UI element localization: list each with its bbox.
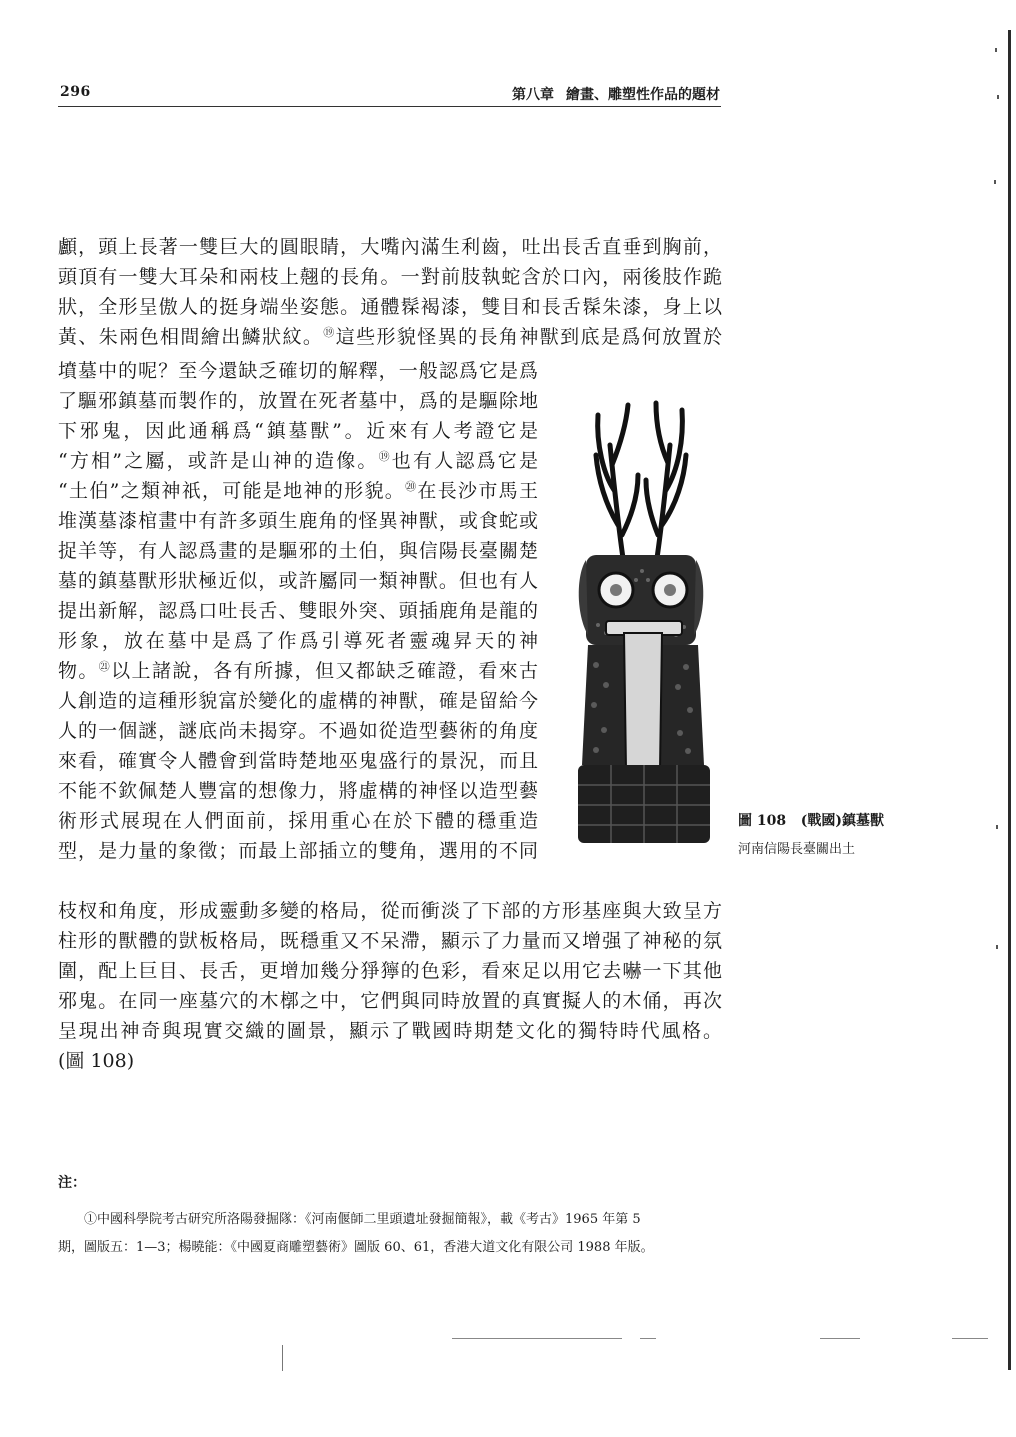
body-wrap-block (58, 356, 538, 866)
scan-speck (996, 945, 998, 949)
text-line: 顱，頭上長著一雙巨大的圓眼睛，大嘴內滿生利齒，吐出長舌直垂到胸前， (58, 236, 722, 258)
caption-label: 圖 108 (738, 813, 787, 829)
text-line: “土伯”之類神祇，可能是地神的形貌。⑳在長沙市馬王 (58, 480, 538, 502)
body-bottom-block (58, 896, 722, 1076)
note-ref: ⑳ (405, 480, 418, 493)
scan-dash (820, 1338, 860, 1339)
figure-reference: (圖 108) (58, 1050, 135, 1072)
text-line: 狀，全形呈傲人的挺身端坐姿態。通體髹褐漆，雙目和長舌髹朱漆，身上以 (58, 296, 722, 318)
scan-speck (995, 48, 997, 52)
text-line: 不能不欽佩楚人豐富的想像力，將虛構的神怪以造型藝 (58, 780, 538, 802)
scan-dash (952, 1338, 988, 1339)
text-line: 了驅邪鎮墓而製作的，放置在死者墓中，爲的是驅除地 (58, 390, 538, 412)
text-line: 人的一個謎，謎底尚未揭穿。不過如從造型藝術的角度 (58, 720, 538, 742)
text-line: 黃、朱兩色相間繪出鱗狀紋。⑲這些形貌怪異的長角神獸到底是爲何放置於 (58, 326, 722, 348)
text-line: 形象，放在墓中是爲了作爲引導死者靈魂昇天的神 (58, 630, 538, 652)
text-line: 提出新解，認爲口吐長舌、雙眼外突、頭插鹿角是龍的 (58, 600, 538, 622)
text-line: 下邪鬼，因此通稱爲“鎮墓獸”。近來有人考證它是 (58, 420, 538, 442)
text-line: 捉羊等，有人認爲畫的是驅邪的土伯，與信陽長臺關楚 (58, 540, 538, 562)
page-number: 296 (60, 84, 91, 100)
running-head (512, 84, 720, 104)
chapter-number: 第八章 (512, 87, 554, 103)
footnote-line: ①中國科學院考古研究所洛陽發掘隊：《河南偃師二里頭遺址發掘簡報》，載《考古》1965 年第 5 (84, 1212, 641, 1227)
text-line: 邪鬼。在同一座墓穴的木槨之中，它們與同時放置的真實擬人的木俑，再次 (58, 990, 722, 1012)
scan-mark (282, 1345, 283, 1371)
scan-speck (994, 180, 996, 184)
text-line: 型，是力量的象徵；而最上部插立的雙角，選用的不同 (58, 840, 538, 862)
figure-caption (738, 810, 884, 857)
scan-edge-line (1008, 30, 1011, 1370)
scan-dash (452, 1338, 622, 1339)
scan-dash (640, 1338, 656, 1339)
text-line: “方相”之屬，或許是山神的造像。⑲也有人認爲它是 (58, 450, 538, 472)
text-line: 柱形的獸體的獃板格局，既穩重又不呆滯，顯示了力量而又增强了神秘的氛 (58, 930, 722, 952)
text-line: 頭頂有一雙大耳朵和兩枝上翹的長角。一對前肢執蛇含於口內，兩後肢作跪 (58, 266, 722, 288)
scan-speck (996, 825, 998, 829)
tomb-guardian-figure (566, 385, 726, 845)
body-top-block (58, 232, 722, 352)
footnote-line: 期，圖版五：1—3；楊曉能：《中國夏商雕塑藝術》圖版 60、61，香港大道文化有限公司 1988 年版。 (58, 1240, 654, 1255)
note-ref: ⑲ (323, 326, 336, 339)
text-line: 墓的鎮墓獸形狀極近似，或許屬同一類神獸。但也有人 (58, 570, 538, 592)
note-ref: ㉑ (98, 660, 112, 673)
notes-title: 注： (58, 1175, 86, 1191)
note-ref: ⑲ (378, 450, 392, 463)
text-line: 圍，配上巨目、長舌，更增加幾分猙獰的色彩，看來足以用它去嚇一下其他 (58, 960, 722, 982)
text-line: 枝杈和角度，形成靈動多變的格局，從而衝淡了下部的方形基座與大致呈方 (58, 900, 722, 922)
text-line: 墳墓中的呢？至今還缺乏確切的解釋，一般認爲它是爲 (58, 360, 538, 382)
caption-title: (戰國)鎮墓獸 (800, 813, 884, 829)
text-line: 來看，確實令人體會到當時楚地巫鬼盛行的景況，而且 (58, 750, 538, 772)
tomb-guardian-illustration (566, 385, 726, 845)
text-line: 人創造的這種形貌富於變化的虛構的神獸，確是留給今 (58, 690, 538, 712)
footnotes (58, 1172, 718, 1262)
text-line: 術形式展現在人們面前，採用重心在於下體的穩重造 (58, 810, 538, 832)
text-line: 呈現出神奇與現實交織的圖景，顯示了戰國時期楚文化的獨特時代風格。 (58, 1020, 722, 1042)
caption-provenance: 河南信陽長臺關出土 (738, 842, 856, 857)
chapter-title: 繪畫、雕塑性作品的題材 (566, 87, 720, 103)
scan-speck (997, 95, 999, 99)
header-rule (58, 106, 721, 107)
text-line: 堆漢墓漆棺畫中有許多頭生鹿角的怪異神獸，或食蛇或 (58, 510, 538, 532)
text-line: 物。$^㉑$以上諸說，各有所據，但又都缺乏確證，看來古 (58, 660, 538, 682)
